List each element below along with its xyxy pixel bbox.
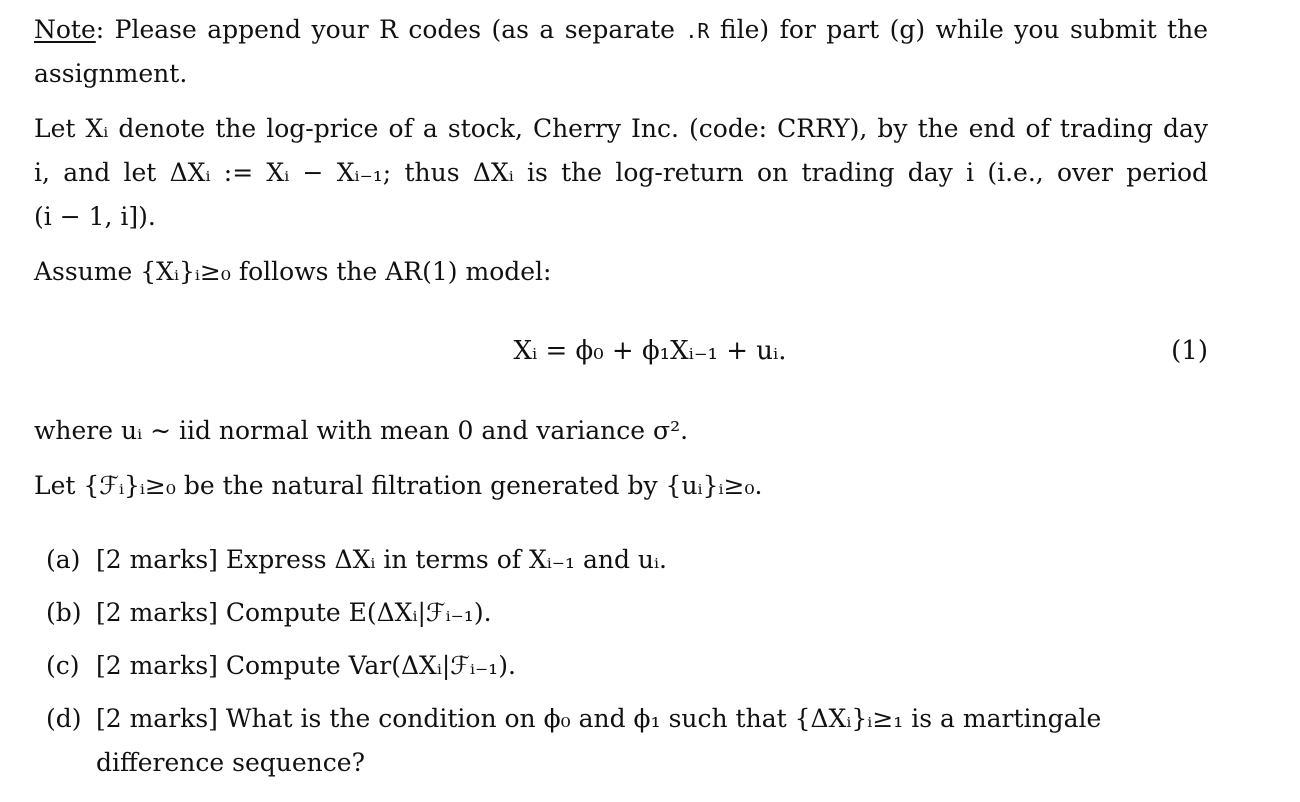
item-text: [2 marks] What is the condition on ϕ₀ and ϕ₁ such that {ΔXᵢ}ᵢ≥₁ is a martingale: [96, 704, 1102, 733]
item-d: [46, 704, 1208, 734]
para1-line-1: Let Xᵢ denote the log-price of a stock, Cherry Inc. (code: CRRY), by the end of trading day: [34, 114, 1208, 143]
note-code: .R: [685, 19, 710, 43]
equation: Xᵢ = ϕ₀ + ϕ₁Xᵢ₋₁ + uᵢ.: [513, 336, 787, 366]
item-c: [46, 651, 1208, 681]
note-text-b: file) for part (g) while you submit the: [709, 15, 1209, 44]
item-label: (a): [46, 545, 81, 574]
para4: Let {ℱᵢ}ᵢ≥₀ be the natural filtration generated by {uᵢ}ᵢ≥₀.: [34, 471, 763, 500]
item-label: (d): [46, 704, 82, 733]
para1-line-3: (i − 1, i]).: [34, 202, 156, 231]
item-text: [2 marks] Express ΔXᵢ in terms of Xᵢ₋₁ and uᵢ.: [96, 545, 667, 574]
note-line-1: [34, 15, 1208, 46]
item-text: [2 marks] Compute E(ΔXᵢ|ℱᵢ₋₁).: [96, 598, 492, 627]
para3: where uᵢ ∼ iid normal with mean 0 and variance σ².: [34, 416, 689, 445]
note-line-2: assignment.: [34, 59, 188, 88]
note-text-a: : Please append your R codes (as a separate: [95, 15, 686, 44]
para1-line-2: i, and let ΔXᵢ := Xᵢ − Xᵢ₋₁; thus ΔXᵢ is the log-return on trading day i (i.e., over period: [34, 158, 1208, 187]
item-b: [46, 598, 1208, 628]
equation-number: (1): [1171, 336, 1208, 366]
item-a: [46, 545, 1208, 575]
item-label: (c): [46, 651, 80, 680]
item-text: [2 marks] Compute Var(ΔXᵢ|ℱᵢ₋₁).: [96, 651, 516, 680]
para2: Assume {Xᵢ}ᵢ≥₀ follows the AR(1) model:: [34, 257, 552, 286]
item-d-continuation: difference sequence?: [96, 748, 365, 777]
note-label: Note: [34, 15, 96, 44]
item-label: (b): [46, 598, 82, 627]
